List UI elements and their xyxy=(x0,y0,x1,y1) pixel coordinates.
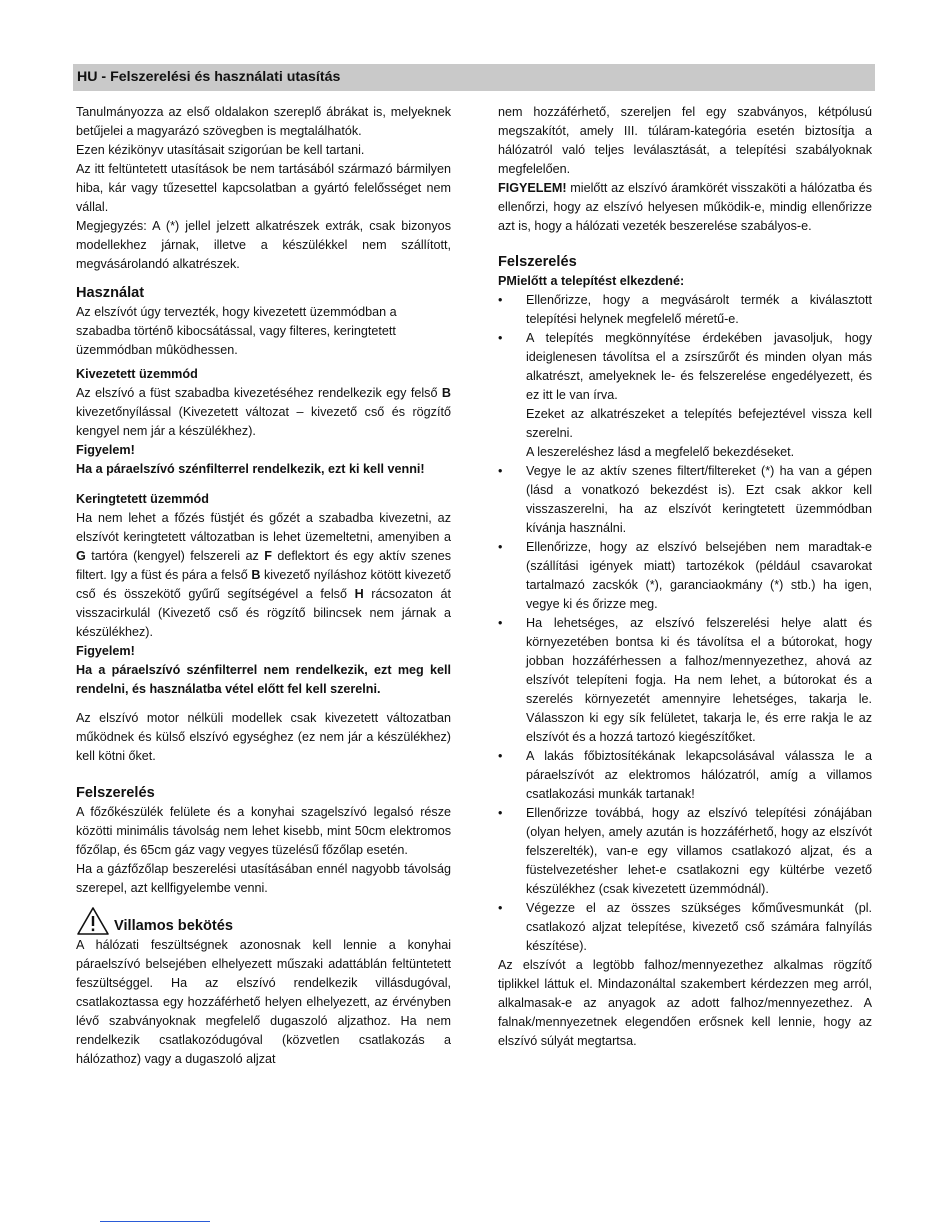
keringtetett-text xyxy=(76,509,451,642)
list-item-text: • Ha lehetséges, az elszívó felszerelési helye alatt és környezetében bontsa ki és távolítsa el a bútorokat, hogy jobban hozzáférhessen a falhoz/mennyezethez, ahová az elszívót telepíteni fogja. Ha nem lehet, a bútorokat és a szerelés környezetét amennyire lehetséges, takarja le. Válasszon ki egy sík felületet, takarja le, és erre rakja le az elszívót és a hozzá tartozó kiegészítőket. xyxy=(526,616,872,744)
text-run: rácsozaton át visszacirkulál (Kivezető cső és rögzítő bilincsek nem járnak a készülékhez). xyxy=(76,587,451,639)
list-item-text: • Vegye le az aktív szenes filtert/filtereket (*) ha van a gépen (lásd a vonatkozó bekezdést is). Ezt csak akkor kell visszaszerelni, ha az elszívót keringtetett üzemmódban kívánja használni. xyxy=(526,464,872,535)
subheading-keringtetett: Keringtetett üzemmód xyxy=(76,492,209,506)
figyelem-label: FIGYELEM! xyxy=(498,181,567,195)
kivezetett-text xyxy=(76,384,451,441)
list-item xyxy=(498,747,872,804)
text-run: Az elszívó a füst szabadba kivezetéséhez rendelkezik egy felső xyxy=(76,386,442,400)
subheading-kivezetett: Kivezetett üzemmód xyxy=(76,367,198,381)
intro-paragraph: Megjegyzés: A (*) jellel jelzett alkatrészek extrák, csak bizonyos modellekhez járnak, illetve a készülékkel nem szállított, megvásárolandó alkatrészek. xyxy=(76,219,451,271)
list-item-text: • Végezze el az összes szükséges kőművesmunkát (pl. csatlakozó aljzat telepítése, kivezető cső számára falnyílás készítése). xyxy=(526,901,872,953)
section-heading-felszereles: Felszerelés xyxy=(76,785,155,801)
text-run: kivezetőnyílással (Kivezetett változat – kivezető cső és rögzítő kengyel nem jár a készülékhez). xyxy=(76,405,451,438)
list-item-text: A leszereléshez lásd a megfelelő bekezdéseket. xyxy=(526,445,795,459)
list-item xyxy=(498,614,872,747)
text-run: mielőtt az elszívó áramkörét visszaköti a hálózatba és ellenőrzi, hogy az elszívó helyesen működik-e, mindig ellenőrizze azt is, hogy a hálózati vezeték beszerelése szabályos-e. xyxy=(498,181,872,233)
hasznalat-text: Az elszívót úgy tervezték, hogy kivezetett üzemmódban a szabadba történõ kibocsátással, vagy filteres, keringtetett üzemmódban mûködhessen. xyxy=(76,305,397,357)
page-title: HU - Felszerelési és használati utasítás xyxy=(77,69,341,85)
section-banner xyxy=(73,64,875,91)
left-column xyxy=(76,103,451,1069)
warning-triangle-icon xyxy=(76,906,110,936)
warning-text: Ha a páraelszívó szénfilterrel rendelkezik, ezt ki kell venni! xyxy=(76,462,425,476)
list-item xyxy=(498,329,872,462)
warning-title: Figyelem! xyxy=(76,443,135,457)
warning-title: Figyelem! xyxy=(76,644,135,658)
felszereles-text: Ha a gázfőzőlap beszerelési utasításában ennél nagyobb távolság szerepel, azt kellfigyelembe venni. xyxy=(76,862,451,895)
list-item-text: • A telepítés megkönnyítése érdekében javasoljuk, hogy ideiglenesen távolítsa el a zsírszűrőt és minden olyan más alkatrészt, amelyeknek le- és felszerelése engedélyezett, és ez itt le van írva. xyxy=(526,331,872,402)
intro-paragraph: Ezen kézikönyv utasításait szigorúan be kell tartani. xyxy=(76,143,365,157)
right-column xyxy=(498,103,872,1051)
text-run: kivezető nyíláshoz kötött kivezető cső és összekötő gyűrű segítségével a felső xyxy=(76,568,451,601)
villamos-heading-row xyxy=(76,906,451,936)
list-item-text: Ezeket az alkatrészeket a telepítés befejeztével vissza kell szerelni. xyxy=(526,407,872,440)
install-checklist xyxy=(498,291,872,956)
list-item-text: • A lakás főbiztosítékának lekapcsolásával válassza le a páraelszívót az elektromos hálózatról, amíg a villamos csatlakozási munkák tartanak! xyxy=(526,749,872,801)
closing-paragraph: Az elszívót a legtöbb falhoz/mennyezethez alkalmas rögzítő tiplikkel láttuk el. Mindazonáltal szakembert kérdezzen meg arról, alkalmasak-e az anyagok az adott falhoz/mennyezethez. A falnak/mennyezetnek elegendően erősnek kell lennie, hogy az elszívó súlyát megtartsa. xyxy=(498,958,872,1048)
intro-paragraph: Tanulmányozza az első oldalakon szereplő ábrákat is, melyeknek betűjelei a magyarázó szövegben is megtalálhatók. xyxy=(76,105,451,138)
felszereles-text: A főzőkészülék felülete és a konyhai szagelszívó legalsó része közötti minimális távolság nem lehet kisebb, mint 50cm elektromos főzőlap, és 65cm gáz vagy vegyes tüzelésű főzőlap esetén. xyxy=(76,805,451,857)
list-item-text: • Ellenőrizze továbbá, hogy az elszívó telepítési zónájában (olyan helyen, amely azután is hozzáférhető, hogy az elszívót felszerelték), van-e egy villamos csatlakozó aljzat, és a füstelvezetésher lehet-e csatlakozni egy kültérbe vezető készülékhez (csak kivezetett üzemmódnál). xyxy=(526,806,872,896)
text-run: Ha nem lehet a főzés füstjét és gőzét a szabadba kivezetni, az elszívót keringtetett változatban is lehet üzemeltetni, amenyiben a xyxy=(76,511,451,544)
list-item-text: • Ellenőrizze, hogy az elszívó belsejében nem maradtak-e (szállítási igények miatt) tartozékok (például csavarokat tartalmazó zacskók (*), garanciaokmány (*) stb.) ha igen, vegye ki és őrizze meg. xyxy=(526,540,872,611)
warning-text: Ha a páraelszívó szénfilterrel nem rendelkezik, ezt meg kell rendelni, és használatba vétel előtt fel kell szerelni. xyxy=(76,663,451,696)
villamos-text: A hálózati feszültségnek azonosnak kell lennie a konyhai páraelszívó belsejében elhelyezett műszaki adattáblán feltüntetett feszültséggel. Ha az elszívó rendelkezik villásdugóval, csatlakoztassa egy hozzáférhető helyen elhelyezett, az érvényben lévő szabványoknak megfelelő dugaszoló aljzathoz. Ha nem rendelkezik csatlakozódugóval (közvetlen csatlakozás a hálózathoz) vagy a dugaszoló aljzat xyxy=(76,938,451,1066)
section-heading-hasznalat: Használat xyxy=(76,285,145,301)
part-letter: F xyxy=(264,549,272,563)
intro-paragraph: Az itt feltüntetett utasítások be nem tartásából származó bármilyen hiba, kár vagy tűzesettel kapcsolatban a gyártó felelősséget nem vállal. xyxy=(76,162,451,214)
list-item xyxy=(498,538,872,614)
list-item xyxy=(498,291,872,329)
text-run: tartóra (kengyel) felszereli az xyxy=(85,549,265,563)
part-letter: H xyxy=(354,587,364,601)
list-item xyxy=(498,804,872,899)
villamos-continuation: nem hozzáférhető, szereljen fel egy szabványos, kétpólusú megszakítót, amely III. túláram-kategória esetén biztosítja a hálózatról való teljes leválasztását, a telepítési szabályoknak megfelelően. xyxy=(498,105,872,176)
figyelem-paragraph xyxy=(498,179,872,236)
list-item xyxy=(498,899,872,956)
part-letter: B xyxy=(441,386,451,400)
motorless-text: Az elszívó motor nélküli modellek csak kivezetett változatban működnek és külső elszívó egységhez (ez nem jár a készülékhez) kell kötni őket. xyxy=(76,711,451,763)
list-item xyxy=(498,462,872,538)
text-run: deflektort és egy aktív szenes filtert. Igy a füst és pára a felső xyxy=(76,549,451,582)
part-letter: G xyxy=(76,549,86,563)
subheading-before-install: PMielőtt a telepítést elkezdené: xyxy=(498,274,685,288)
part-letter: B xyxy=(251,568,261,582)
section-heading-felszereles-2: Felszerelés xyxy=(498,254,577,270)
footer-rule xyxy=(100,1221,210,1222)
list-item-text: • Ellenőrizze, hogy a megvásárolt termék a kiválasztott telepítési helynek megfelelő méretű-e. xyxy=(526,293,872,326)
section-heading-villamos: Villamos bekötés xyxy=(114,918,233,934)
